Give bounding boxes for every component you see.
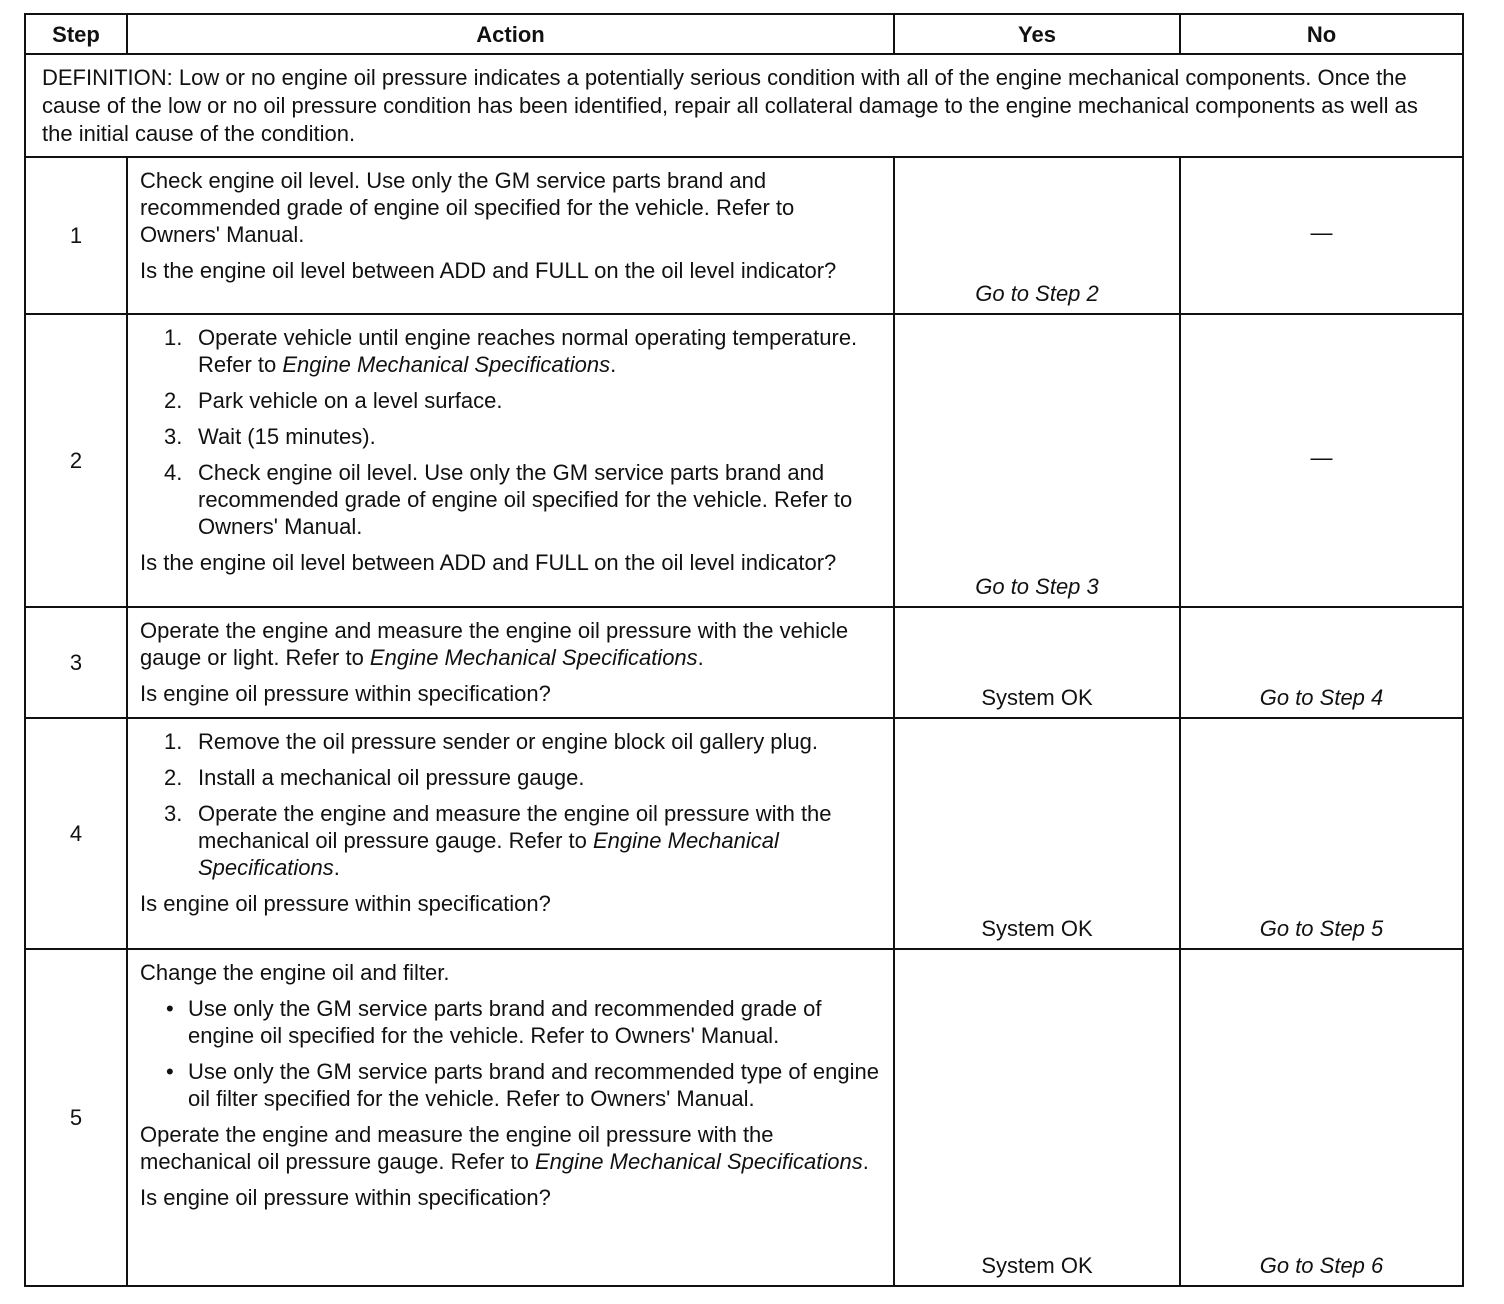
item-text: Operate the engine and measure the engine oil pressure with the mechanical oil pressure gauge. Refer to (198, 801, 832, 853)
action-cell (127, 607, 894, 718)
item-text: Check engine oil level. Use only the GM service parts brand and recommended grade of engine oil specified for the vehicle. Refer to Owners' Manual. (198, 460, 853, 539)
diagnostic-table (24, 13, 1464, 1287)
table-row (25, 314, 1463, 607)
definition-text: DEFINITION: Low or no engine oil pressure indicates a potentially serious condition with all of the engine mechanical components. Once the cause of the low or no oil pressure condition has been identified, repair all collateral damage to the engine mechanical components as well as the initial cause of the condition. (25, 54, 1463, 157)
item-text: Park vehicle on a level surface. (198, 388, 503, 413)
table-row (25, 157, 1463, 314)
definition-row (25, 54, 1463, 157)
item-number: 1. (164, 729, 183, 754)
numbered-list (140, 728, 879, 881)
action-text (140, 1121, 879, 1175)
header-action: Action (127, 14, 894, 54)
action-cell (127, 718, 894, 949)
table-row (25, 949, 1463, 1286)
action-question: Is engine oil pressure within specification? (140, 891, 551, 916)
list-item (164, 387, 879, 414)
action-text-end: . (697, 645, 704, 670)
item-number: 1. (164, 325, 183, 350)
table-row (25, 607, 1463, 718)
list-item (164, 995, 879, 1049)
yes-result: Go to Step 3 (894, 314, 1180, 607)
action-intro: Change the engine oil and filter. (140, 960, 450, 985)
action-cell (127, 314, 894, 607)
no-result: Go to Step 4 (1180, 607, 1463, 718)
action-question: Is engine oil pressure within specification? (140, 1185, 551, 1210)
numbered-list (140, 324, 879, 540)
item-text: Operate vehicle until engine reaches normal operating temperature. Refer to (198, 325, 858, 377)
action-cell (127, 949, 894, 1286)
no-result: Go to Step 6 (1180, 949, 1463, 1286)
bullet-glyph: • (166, 996, 174, 1021)
step-number: 3 (25, 607, 127, 718)
action-question: Is the engine oil level between ADD and FULL on the oil level indicator? (140, 550, 837, 575)
list-item (164, 324, 879, 378)
no-result: — (1180, 157, 1463, 314)
table-row (25, 718, 1463, 949)
action-text (140, 617, 879, 671)
step-number: 4 (25, 718, 127, 949)
item-number: 4. (164, 460, 183, 485)
item-number: 3. (164, 424, 183, 449)
item-text-end: . (333, 855, 340, 880)
item-number: 2. (164, 765, 183, 790)
step-number: 1 (25, 157, 127, 314)
action-question: Is engine oil pressure within specification? (140, 681, 551, 706)
header-row (25, 14, 1463, 54)
spec-reference: Engine Mechanical Specifications (369, 645, 698, 670)
yes-result: System OK (894, 718, 1180, 949)
list-item (164, 1058, 879, 1112)
item-text: Install a mechanical oil pressure gauge. (198, 765, 585, 790)
step-number: 2 (25, 314, 127, 607)
list-item (164, 800, 879, 881)
header-step: Step (25, 14, 127, 54)
action-text-end: . (862, 1149, 869, 1174)
action-text-start: Operate the engine and measure the engine oil pressure with the vehicle gauge or light. Refer to (140, 618, 849, 670)
list-item (164, 728, 879, 755)
spec-reference: Engine Mechanical Specifications (535, 1149, 863, 1174)
no-result: — (1180, 314, 1463, 607)
no-result: Go to Step 5 (1180, 718, 1463, 949)
spec-reference: Engine Mechanical Specifications (198, 828, 779, 880)
header-yes: Yes (894, 14, 1180, 54)
item-text: Remove the oil pressure sender or engine block oil gallery plug. (198, 729, 819, 754)
item-text-end: . (610, 352, 617, 377)
step-number: 5 (25, 949, 127, 1286)
action-text: Check engine oil level. Use only the GM service parts brand and recommended grade of engine oil specified for the vehicle. Refer to Owners' Manual. (140, 168, 795, 247)
item-text: Use only the GM service parts brand and recommended type of engine oil filter specified for the vehicle. Refer to Owners' Manual. (188, 1059, 879, 1111)
spec-reference: Engine Mechanical Specifications (282, 352, 611, 377)
bullet-glyph: • (166, 1059, 174, 1084)
yes-result: Go to Step 2 (894, 157, 1180, 314)
list-item (164, 459, 879, 540)
item-text: Wait (15 minutes). (198, 424, 376, 449)
item-number: 2. (164, 388, 183, 413)
list-item (164, 764, 879, 791)
action-text-start: Operate the engine and measure the engine oil pressure with the mechanical oil pressure gauge. Refer to (140, 1122, 774, 1174)
action-question: Is the engine oil level between ADD and FULL on the oil level indicator? (140, 258, 837, 283)
bullet-list (140, 995, 879, 1112)
action-cell (127, 157, 894, 314)
header-no: No (1180, 14, 1463, 54)
item-number: 3. (164, 801, 183, 826)
list-item (164, 423, 879, 450)
yes-result: System OK (894, 607, 1180, 718)
yes-result: System OK (894, 949, 1180, 1286)
item-text: Use only the GM service parts brand and recommended grade of engine oil specified for the vehicle. Refer to Owners' Manual. (188, 996, 822, 1048)
